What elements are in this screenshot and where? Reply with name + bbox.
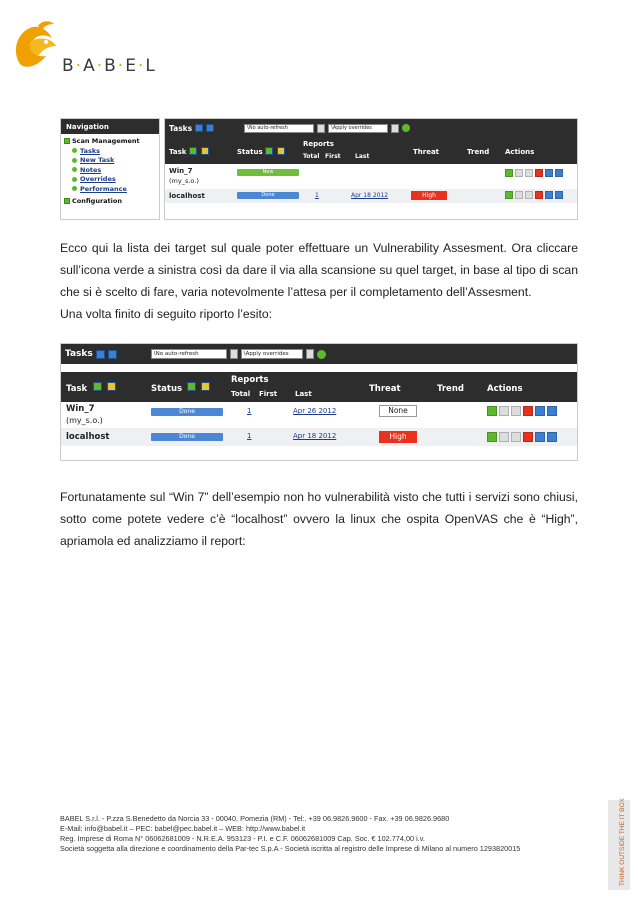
col-total: Total — [303, 153, 320, 160]
col-last: Last — [295, 390, 312, 398]
table-row — [61, 402, 577, 428]
nav-item-notes[interactable]: Notes — [61, 164, 159, 174]
paragraph-intro — [60, 237, 578, 325]
overrides-select[interactable]: \ Apply overrides — [328, 124, 388, 133]
resume-icon — [499, 432, 509, 442]
details-icon[interactable] — [535, 406, 545, 416]
side-tagline: THINK OUTSIDE THE IT BOX — [619, 798, 626, 886]
filter-icon[interactable] — [189, 147, 197, 155]
col-first: First — [325, 153, 341, 160]
brand-wordmark: B·A·B·E·L — [62, 56, 157, 76]
row-actions — [487, 406, 559, 419]
collapse-icon — [64, 138, 70, 144]
bullet-icon — [72, 158, 77, 163]
table-header — [165, 137, 577, 164]
edit-icon[interactable] — [107, 382, 116, 391]
details-icon[interactable] — [535, 432, 545, 442]
col-trend: Trend — [467, 148, 490, 156]
filter-icon[interactable] — [93, 382, 102, 391]
col-total: Total — [231, 390, 251, 398]
report-total-link[interactable]: 1 — [315, 192, 319, 199]
chevron-down-icon[interactable] — [306, 349, 314, 359]
play-icon[interactable] — [487, 432, 497, 442]
table-header — [61, 372, 577, 402]
report-total-link[interactable]: 1 — [247, 432, 252, 440]
col-actions: Actions — [487, 384, 523, 394]
text-line: Una volta finito di seguito riporto l’esito: — [60, 307, 273, 321]
text-line: apriamola ed analizziamo il report: — [60, 534, 246, 548]
help-icon[interactable] — [195, 124, 203, 132]
report-total-link[interactable]: 1 — [247, 407, 252, 415]
navigation-panel — [60, 118, 160, 220]
edit-icon[interactable] — [201, 382, 210, 391]
company-footer — [60, 814, 600, 854]
babel-logo — [8, 16, 188, 86]
refresh-icon[interactable] — [402, 124, 410, 132]
details-icon[interactable] — [545, 191, 553, 199]
nav-item-overrides[interactable]: Overrides — [61, 174, 159, 184]
tasks-title: Tasks — [169, 123, 193, 133]
text-line: che si è scelto di fare, varia notevolmente l’attesa per il completamento dell’Assesment. — [60, 285, 532, 299]
edit-task-icon[interactable] — [555, 191, 563, 199]
col-task: Task — [66, 384, 88, 394]
footer-contacts: E-Mail: info@babel.it – PEC: babel@pec.babel.it – WEB: http://www.babel.it — [60, 824, 306, 833]
bullet-icon — [72, 148, 77, 153]
col-last: Last — [355, 153, 370, 160]
screenshot-task-list-2 — [60, 343, 578, 461]
col-actions: Actions — [505, 148, 535, 156]
bullet-icon — [72, 167, 77, 172]
paragraph-results — [60, 486, 578, 552]
col-task: Task — [169, 148, 187, 156]
edit-icon[interactable] — [277, 147, 285, 155]
col-threat: Threat — [369, 384, 401, 394]
stop-icon — [525, 191, 533, 199]
new-task-star-icon[interactable] — [108, 350, 117, 359]
threat-badge: High — [379, 431, 417, 443]
threat-badge: High — [411, 191, 447, 200]
status-badge: New — [237, 169, 299, 176]
col-status: Status — [151, 384, 183, 394]
delete-icon[interactable] — [535, 191, 543, 199]
task-name[interactable]: Win_7 — [169, 167, 193, 175]
status-badge: Done — [237, 192, 299, 199]
filter-icon[interactable] — [265, 147, 273, 155]
resume-icon — [515, 191, 523, 199]
chevron-down-icon[interactable] — [317, 124, 325, 133]
play-icon[interactable] — [505, 169, 513, 177]
row-actions — [487, 432, 559, 445]
delete-icon[interactable] — [523, 406, 533, 416]
tasks-panel — [164, 118, 578, 220]
nav-item-new-task[interactable]: New Task — [61, 155, 159, 165]
task-comment: (my_s.o.) — [169, 177, 199, 185]
table-row — [165, 164, 577, 189]
side-tagline-bar — [608, 800, 630, 890]
chevron-down-icon[interactable] — [230, 349, 238, 359]
stop-icon — [511, 406, 521, 416]
tasks-title: Tasks — [65, 349, 93, 359]
help-icon[interactable] — [96, 350, 105, 359]
refresh-icon[interactable] — [317, 350, 326, 359]
auto-refresh-select[interactable]: \ No auto-refresh — [244, 124, 314, 133]
table-row — [165, 189, 577, 203]
bullet-icon — [72, 186, 77, 191]
col-reports: Reports — [303, 140, 334, 148]
table-row — [61, 428, 577, 446]
edit-task-icon[interactable] — [547, 406, 557, 416]
text-line: Fortunatamente sul “Win 7” dell’esempio non ho vulnerabilità visto che tutti i servizi sono chiusi, — [60, 490, 578, 504]
report-last-link[interactable]: Apr 18 2012 — [293, 432, 337, 440]
tasks-toolbar — [165, 119, 577, 137]
footer-address: BABEL S.r.l. - P.zza S.Benedetto da Norcia 33 - 00040, Pomezia (RM) - Tel:. +39 06.9826.9600 - Fax. +39 06.9826.9680 — [60, 814, 450, 823]
status-badge: Done — [151, 433, 223, 441]
stop-icon — [511, 432, 521, 442]
task-name[interactable]: localhost — [66, 432, 110, 442]
footer-registration: Reg. Imprese di Roma N° 06062681009 - N.R.E.A. 953123 - P.I. e C.F. 06062681009 Cap. Soc. € 102.774,00 i.v. — [60, 834, 425, 843]
col-trend: Trend — [437, 384, 464, 394]
col-reports: Reports — [231, 375, 269, 385]
resume-icon — [499, 406, 509, 416]
play-icon[interactable] — [505, 191, 513, 199]
text-line: Ecco qui la lista dei target sul quale poter effettuare un Vulnerability Assesment. Ora cliccare — [60, 241, 578, 255]
report-last-link[interactable]: Apr 18 2012 — [351, 192, 389, 199]
chevron-down-icon[interactable] — [391, 124, 399, 133]
task-comment: (my_s.o.) — [66, 416, 103, 425]
footer-direction: Società soggetta alla direzione e coordinamento della Par-tec S.p.A - Società iscritta al registro delle Imprese di Milano al numero 1293820015 — [60, 844, 521, 853]
report-last-link[interactable]: Apr 26 2012 — [293, 407, 337, 415]
new-task-star-icon[interactable] — [206, 124, 214, 132]
bullet-icon — [72, 177, 77, 182]
text-line: sotto come potete vedere c’è “localhost” ovvero la linux che ospita OpenVAS che è “High”, — [60, 512, 578, 526]
edit-icon[interactable] — [201, 147, 209, 155]
resume-icon — [515, 169, 523, 177]
edit-task-icon[interactable] — [555, 169, 563, 177]
tasks-toolbar — [61, 344, 577, 364]
stop-icon — [525, 169, 533, 177]
delete-icon[interactable] — [523, 432, 533, 442]
text-line: sull’icona verde a sinistra così da dare il via alla scansione su quel target, in base al tipo di scan — [60, 263, 578, 277]
delete-icon[interactable] — [535, 169, 543, 177]
col-status: Status — [237, 148, 263, 156]
screenshot-task-list-1 — [60, 118, 578, 220]
overrides-select[interactable]: \ Apply overrides — [241, 349, 303, 359]
status-badge: Done — [151, 408, 223, 416]
nav-item-tasks[interactable]: Tasks — [61, 145, 159, 155]
nav-item-performance[interactable]: Performance — [61, 183, 159, 193]
row-actions — [505, 191, 565, 201]
details-icon[interactable] — [545, 169, 553, 177]
col-threat: Threat — [413, 148, 440, 156]
filter-icon[interactable] — [187, 382, 196, 391]
task-name[interactable]: localhost — [169, 192, 205, 200]
fish-logo-icon — [8, 16, 68, 76]
auto-refresh-select[interactable]: \ No auto-refresh — [151, 349, 227, 359]
threat-badge: None — [379, 405, 417, 417]
play-icon[interactable] — [487, 406, 497, 416]
navigation-title: Navigation — [61, 119, 159, 134]
edit-task-icon[interactable] — [547, 432, 557, 442]
row-actions — [505, 169, 565, 179]
nav-group-configuration[interactable]: Configuration — [61, 193, 159, 205]
task-name[interactable]: Win_7 — [66, 404, 95, 414]
col-first: First — [259, 390, 278, 398]
nav-group-scan-management[interactable]: Scan Management — [61, 134, 159, 145]
collapse-icon — [64, 198, 70, 204]
